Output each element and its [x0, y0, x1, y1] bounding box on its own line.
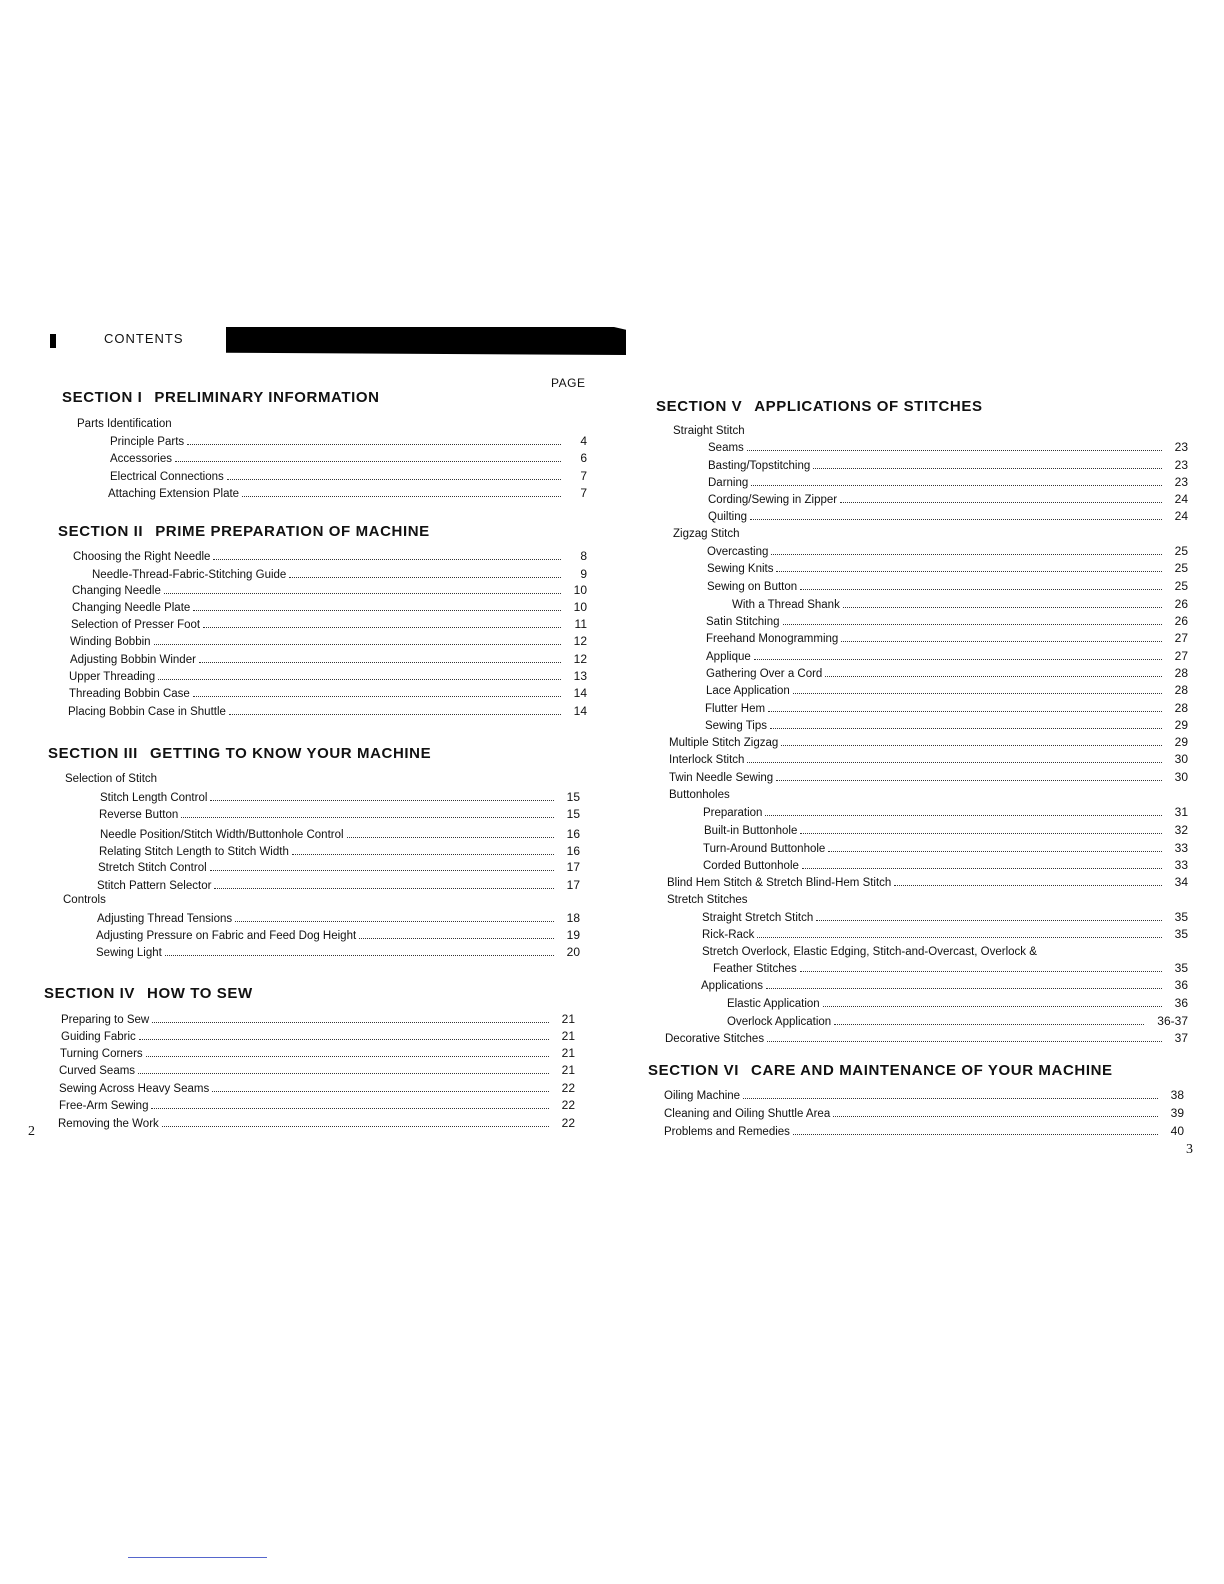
- toc-entry-page: 32: [1174, 823, 1188, 837]
- toc-entry-label: Turn-Around Buttonhole: [703, 843, 826, 855]
- section-heading-section-ii: [58, 523, 430, 540]
- toc-entry: [667, 890, 1188, 906]
- dot-leader: [813, 468, 1162, 469]
- toc-entry: [705, 699, 1188, 715]
- toc-entry: [708, 490, 1188, 506]
- toc-entry-label: Straight Stitch: [673, 425, 745, 437]
- toc-entry-label: Twin Needle Sewing: [669, 772, 774, 784]
- toc-entry-label: Needle-Thread-Fabric-Stitching Guide: [92, 569, 287, 581]
- toc-entry-label: Sewing Light: [96, 947, 162, 959]
- toc-entry: [70, 650, 587, 666]
- dot-leader: [841, 641, 1162, 642]
- toc-entry-label: Elastic Application: [727, 998, 820, 1010]
- toc-entry: [97, 909, 580, 925]
- dot-leader: [193, 610, 561, 611]
- toc-entry-label: Multiple Stitch Zigzag: [669, 737, 779, 749]
- toc-entry-page: 12: [573, 652, 587, 666]
- toc-entry-label: Preparing to Sew: [61, 1014, 150, 1026]
- dot-leader: [212, 1091, 549, 1092]
- toc-entry-label: Freehand Monogramming: [706, 633, 839, 645]
- toc-entry: [703, 856, 1188, 872]
- toc-entry-page: 10: [573, 600, 587, 614]
- toc-entry-label: Darning: [708, 477, 749, 489]
- dot-leader: [227, 479, 561, 480]
- toc-entry: [708, 473, 1188, 489]
- toc-entry: [63, 890, 580, 906]
- toc-entry-label: Oiling Machine: [664, 1090, 741, 1102]
- dot-leader: [229, 714, 561, 715]
- dot-leader: [162, 1126, 549, 1127]
- toc-entry-page: 40: [1170, 1124, 1184, 1138]
- section-title: PRELIMINARY INFORMATION: [154, 389, 380, 406]
- toc-entry: [61, 1027, 575, 1043]
- toc-entry: [69, 667, 587, 683]
- dot-leader: [770, 728, 1162, 729]
- toc-entry: [664, 1104, 1184, 1120]
- toc-entry-label: Free-Arm Sewing: [59, 1100, 149, 1112]
- toc-entry-page: 23: [1174, 475, 1188, 489]
- dot-leader: [151, 1108, 549, 1109]
- section-heading-section-v: [656, 398, 983, 415]
- toc-entry-page: 18: [566, 911, 580, 925]
- toc-entry-label: Decorative Stitches: [665, 1033, 765, 1045]
- toc-entry-label: With a Thread Shank: [732, 599, 840, 611]
- toc-entry: [706, 612, 1188, 628]
- toc-entry: [706, 629, 1188, 645]
- toc-entry-label: Selection of Stitch: [65, 773, 158, 785]
- toc-entry: [707, 542, 1188, 558]
- toc-entry-page: 29: [1174, 718, 1188, 732]
- toc-entry-label: Principle Parts: [110, 436, 185, 448]
- toc-entry-page: 17: [566, 860, 580, 874]
- toc-entry-label: Flutter Hem: [705, 703, 766, 715]
- toc-entry-label: Placing Bobbin Case in Shuttle: [68, 706, 226, 718]
- toc-entry-page: 25: [1174, 544, 1188, 558]
- toc-entry-page: 4: [580, 434, 587, 448]
- toc-entry-label: Basting/Topstitching: [708, 460, 811, 472]
- toc-entry-page: 12: [573, 634, 587, 648]
- toc-entry-page: 17: [566, 878, 580, 892]
- toc-entry-label: Zigzag Stitch: [673, 528, 740, 540]
- toc-entry-page: 21: [561, 1029, 575, 1043]
- dot-leader: [834, 1024, 1144, 1025]
- dot-leader: [765, 815, 1162, 816]
- toc-entry: [70, 632, 587, 648]
- toc-entry-page: 29: [1174, 735, 1188, 749]
- toc-entry-page: 21: [561, 1012, 575, 1026]
- toc-entry: [110, 449, 587, 465]
- toc-entry-page: 30: [1174, 752, 1188, 766]
- toc-entry: [702, 925, 1188, 941]
- toc-entry-label: Relating Stitch Length to Stitch Width: [99, 846, 289, 858]
- toc-entry-page: 27: [1174, 631, 1188, 645]
- toc-entry-label: Corded Buttonhole: [703, 860, 799, 872]
- toc-entry-label: Applications: [701, 980, 764, 992]
- toc-entry-page: 9: [580, 567, 587, 581]
- dot-leader: [793, 1134, 1158, 1135]
- toc-entry: [704, 821, 1188, 837]
- contents-heading: CONTENTS: [104, 331, 184, 346]
- dot-leader: [816, 920, 1162, 921]
- dot-leader: [800, 589, 1162, 590]
- toc-entry-page: 6: [580, 451, 587, 465]
- toc-entry-page: 21: [561, 1063, 575, 1077]
- toc-entry: [59, 1079, 575, 1095]
- toc-entry: [707, 559, 1188, 575]
- toc-entry-page: 36-37: [1157, 1014, 1188, 1028]
- toc-entry-label: Curved Seams: [59, 1065, 136, 1077]
- toc-entry: [703, 839, 1188, 855]
- toc-entry: [707, 577, 1188, 593]
- toc-entry-label: Lace Application: [706, 685, 790, 697]
- section-number: SECTION II: [58, 523, 144, 540]
- toc-entry-page: 34: [1174, 875, 1188, 889]
- toc-entry-page: 38: [1170, 1088, 1184, 1102]
- toc-entry-label: Changing Needle: [72, 585, 161, 597]
- toc-entry-label: Attaching Extension Plate: [108, 488, 240, 500]
- left-folio: 2: [28, 1124, 35, 1139]
- toc-entry-label: Gathering Over a Cord: [706, 668, 823, 680]
- toc-entry: [98, 858, 580, 874]
- section-heading-section-iv: [44, 985, 253, 1002]
- dot-leader: [754, 659, 1162, 660]
- section-title: CARE AND MAINTENANCE OF YOUR MACHINE: [751, 1062, 1113, 1079]
- toc-entry-label: Blind Hem Stitch & Stretch Blind-Hem Stitch: [667, 877, 892, 889]
- dot-leader: [800, 833, 1162, 834]
- dot-leader: [825, 676, 1162, 677]
- toc-entry: [669, 750, 1188, 766]
- toc-entry-label: Needle Position/Stitch Width/Buttonhole Control: [100, 829, 344, 841]
- toc-entry-label: Upper Threading: [69, 671, 156, 683]
- dot-leader: [158, 679, 561, 680]
- toc-entry-label: Interlock Stitch: [669, 754, 745, 766]
- toc-entry-page: 35: [1174, 927, 1188, 941]
- toc-entry-page: 21: [561, 1046, 575, 1060]
- dot-leader: [139, 1039, 549, 1040]
- toc-entry-page: 20: [566, 945, 580, 959]
- page-column-label: PAGE: [551, 376, 586, 390]
- dot-leader: [743, 1098, 1158, 1099]
- toc-entry-label: Cleaning and Oiling Shuttle Area: [664, 1108, 831, 1120]
- toc-entry-label: Built-in Buttonhole: [704, 825, 798, 837]
- toc-entry: [703, 803, 1188, 819]
- toc-entry-page: 27: [1174, 649, 1188, 663]
- toc-entry: [96, 943, 580, 959]
- toc-entry-page: 19: [566, 928, 580, 942]
- header-mark: [50, 334, 56, 348]
- section-number: SECTION I: [62, 389, 143, 406]
- dot-leader: [793, 693, 1162, 694]
- toc-entry-page: 22: [561, 1116, 575, 1130]
- dot-leader: [165, 955, 554, 956]
- toc-entry: [59, 1061, 575, 1077]
- toc-entry-label: Removing the Work: [58, 1118, 159, 1130]
- section-title: HOW TO SEW: [147, 985, 253, 1002]
- toc-entry-label: Adjusting Bobbin Winder: [70, 654, 196, 666]
- toc-entry-label: Accessories: [110, 453, 172, 465]
- dot-leader: [894, 885, 1162, 886]
- header-bar: [226, 327, 626, 355]
- toc-entry-page: 25: [1174, 579, 1188, 593]
- toc-entry: [708, 438, 1188, 454]
- dot-leader: [181, 817, 554, 818]
- dot-leader: [187, 444, 561, 445]
- toc-entry: [665, 1029, 1188, 1045]
- toc-entry: [708, 456, 1188, 472]
- toc-entry: [68, 702, 587, 718]
- dot-leader: [776, 780, 1162, 781]
- toc-entry-label: Electrical Connections: [110, 471, 224, 483]
- toc-entry: [727, 1012, 1188, 1028]
- toc-entry: [727, 994, 1188, 1010]
- toc-entry-page: 13: [573, 669, 587, 683]
- toc-entry-page: 39: [1170, 1106, 1184, 1120]
- toc-entry: [100, 825, 580, 841]
- toc-entry: [667, 873, 1188, 889]
- dot-leader: [767, 1041, 1162, 1042]
- section-number: SECTION III: [48, 745, 138, 762]
- toc-entry-label: Quilting: [708, 511, 747, 523]
- dot-leader: [292, 854, 554, 855]
- toc-entry: [96, 926, 580, 942]
- toc-entry-label: Adjusting Thread Tensions: [97, 913, 233, 925]
- toc-entry: [73, 547, 587, 563]
- section-number: SECTION IV: [44, 985, 136, 1002]
- dot-leader: [146, 1056, 549, 1057]
- dot-leader: [833, 1116, 1158, 1117]
- right-folio: 3: [1186, 1142, 1193, 1157]
- dot-leader: [747, 450, 1162, 451]
- dot-leader: [199, 662, 561, 663]
- dot-leader: [154, 644, 561, 645]
- toc-entry-page: 8: [580, 549, 587, 563]
- dot-leader: [781, 745, 1162, 746]
- toc-entry-label: Sewing Tips: [705, 720, 768, 732]
- section-heading-section-vi: [648, 1062, 1113, 1079]
- section-title: PRIME PREPARATION OF MACHINE: [155, 523, 430, 540]
- section-heading-section-iii: [48, 745, 431, 762]
- section-number: SECTION V: [656, 398, 743, 415]
- toc-entry-page: 25: [1174, 561, 1188, 575]
- dot-leader: [193, 696, 561, 697]
- dot-leader: [768, 711, 1162, 712]
- toc-entry-label: Problems and Remedies: [664, 1126, 790, 1138]
- toc-entry: [706, 647, 1188, 663]
- toc-entry-page: 36: [1174, 978, 1188, 992]
- toc-entry: [61, 1010, 575, 1026]
- section-number: SECTION VI: [648, 1062, 740, 1079]
- dot-leader: [235, 921, 554, 922]
- toc-entry: [706, 664, 1188, 680]
- toc-entry-page: 24: [1174, 492, 1188, 506]
- toc-entry-page: 15: [566, 807, 580, 821]
- toc-entry-page: 23: [1174, 458, 1188, 472]
- toc-entry-label: Stitch Pattern Selector: [97, 880, 212, 892]
- toc-entry-page: 37: [1174, 1031, 1188, 1045]
- toc-entry-page: 16: [566, 827, 580, 841]
- toc-entry-label: Selection of Presser Foot: [71, 619, 201, 631]
- toc-entry-label: Stretch Stitch Control: [98, 862, 207, 874]
- toc-entry-label: Stitch Length Control: [100, 792, 208, 804]
- toc-entry-label: Stretch Overlock, Elastic Edging, Stitch-and-Overcast, Overlock &: [702, 946, 1037, 958]
- toc-entry-page: 24: [1174, 509, 1188, 523]
- dot-leader: [213, 559, 561, 560]
- toc-entry-label: Overcasting: [707, 546, 769, 558]
- toc-entry: [71, 615, 587, 631]
- toc-entry: [705, 716, 1188, 732]
- toc-entry-label: Overlock Application: [727, 1016, 832, 1028]
- toc-entry: [673, 421, 1188, 437]
- toc-entry-label: Winding Bobbin: [70, 636, 151, 648]
- toc-entry-label: Cording/Sewing in Zipper: [708, 494, 838, 506]
- toc-entry-page: 16: [566, 844, 580, 858]
- toc-entry-label: Choosing the Right Needle: [73, 551, 211, 563]
- toc-entry-label: Rick-Rack: [702, 929, 755, 941]
- toc-entry: [732, 595, 1188, 611]
- dot-leader: [359, 938, 554, 939]
- toc-entry-page: 28: [1174, 666, 1188, 680]
- dot-leader: [823, 1006, 1162, 1007]
- dot-leader: [802, 868, 1162, 869]
- toc-entry: [664, 1122, 1184, 1138]
- toc-entry-label: Feather Stitches: [713, 963, 797, 975]
- dot-leader: [800, 971, 1162, 972]
- toc-entry: [77, 414, 587, 430]
- dot-leader: [138, 1073, 549, 1074]
- toc-entry-label: Adjusting Pressure on Fabric and Feed Dog Height: [96, 930, 357, 942]
- toc-entry-label: Seams: [708, 442, 744, 454]
- section-title: APPLICATIONS OF STITCHES: [754, 398, 983, 415]
- dot-leader: [783, 624, 1162, 625]
- toc-entry-label: Guiding Fabric: [61, 1031, 136, 1043]
- toc-entry-label: Satin Stitching: [706, 616, 780, 628]
- toc-entry-page: 35: [1174, 961, 1188, 975]
- toc-entry-label: Sewing on Button: [707, 581, 798, 593]
- toc-entry: [100, 788, 580, 804]
- toc-entry-page: 11: [574, 617, 587, 631]
- toc-entry-label: Changing Needle Plate: [72, 602, 191, 614]
- toc-entry-label: Threading Bobbin Case: [69, 688, 190, 700]
- toc-entry: [59, 1096, 575, 1112]
- toc-entry: [72, 581, 587, 597]
- toc-entry-page: 33: [1174, 841, 1188, 855]
- toc-entry-page: 35: [1174, 910, 1188, 924]
- toc-entry: [669, 733, 1188, 749]
- toc-entry-label: Parts Identification: [77, 418, 172, 430]
- dot-leader: [750, 519, 1162, 520]
- toc-entry: [706, 681, 1188, 697]
- toc-entry-label: Sewing Knits: [707, 563, 774, 575]
- dot-leader: [757, 937, 1162, 938]
- toc-entry-page: 28: [1174, 683, 1188, 697]
- toc-entry: [110, 432, 587, 448]
- toc-entry-page: 7: [580, 486, 587, 500]
- dot-leader: [214, 888, 554, 889]
- toc-entry: [99, 805, 580, 821]
- toc-entry: [108, 484, 587, 500]
- toc-entry: [69, 684, 587, 700]
- dot-leader: [347, 837, 554, 838]
- dot-leader: [766, 988, 1162, 989]
- toc-entry-label: Controls: [63, 894, 106, 906]
- toc-entry: [664, 1086, 1184, 1102]
- toc-entry-page: 31: [1174, 805, 1188, 819]
- toc-entry-page: 7: [580, 469, 587, 483]
- dot-leader: [164, 593, 561, 594]
- dot-leader: [175, 461, 561, 462]
- toc-entry-label: Applique: [706, 651, 751, 663]
- dot-leader: [776, 571, 1162, 572]
- toc-entry: [669, 785, 1188, 801]
- toc-entry-page: 10: [573, 583, 587, 597]
- toc-entry: [58, 1114, 575, 1130]
- toc-entry-label: Straight Stretch Stitch: [702, 912, 814, 924]
- dot-leader: [751, 485, 1162, 486]
- toc-entry-page: 26: [1174, 597, 1188, 611]
- toc-entry: [60, 1044, 575, 1060]
- toc-entry: [713, 959, 1188, 975]
- section-title: GETTING TO KNOW YOUR MACHINE: [149, 745, 432, 762]
- toc-entry-label: Preparation: [703, 807, 763, 819]
- toc-entry-page: 28: [1174, 701, 1188, 715]
- toc-entry: [99, 842, 580, 858]
- toc-entry: [702, 908, 1188, 924]
- toc-entry-page: 23: [1174, 440, 1188, 454]
- toc-entry: [673, 524, 1188, 540]
- toc-entry-page: 36: [1174, 996, 1188, 1010]
- dot-leader: [747, 762, 1162, 763]
- toc-entry-label: Stretch Stitches: [667, 894, 748, 906]
- toc-entry-label: Reverse Button: [99, 809, 179, 821]
- dot-leader: [210, 870, 554, 871]
- toc-entry-page: 14: [573, 686, 587, 700]
- toc-entry-page: 33: [1174, 858, 1188, 872]
- toc-entry-page: 22: [561, 1098, 575, 1112]
- toc-entry: [669, 768, 1188, 784]
- toc-entry-page: 15: [566, 790, 580, 804]
- toc-entry-label: Sewing Across Heavy Seams: [59, 1083, 210, 1095]
- footer-line: [128, 1557, 267, 1558]
- toc-entry-page: 30: [1174, 770, 1188, 784]
- toc-entry: [92, 565, 587, 581]
- dot-leader: [210, 800, 554, 801]
- toc-entry: [65, 769, 580, 785]
- toc-entry-label: Turning Corners: [60, 1048, 143, 1060]
- dot-leader: [840, 502, 1162, 503]
- dot-leader: [242, 496, 561, 497]
- toc-entry-label: Buttonholes: [669, 789, 730, 801]
- toc-entry: [72, 598, 587, 614]
- dot-leader: [771, 554, 1162, 555]
- toc-entry: [708, 507, 1188, 523]
- section-heading-section-i: [62, 389, 380, 406]
- dot-leader: [843, 607, 1162, 608]
- toc-entry: [701, 976, 1188, 992]
- toc-entry: [110, 467, 587, 483]
- toc-entry-page: 22: [561, 1081, 575, 1095]
- dot-leader: [203, 627, 561, 628]
- dot-leader: [828, 851, 1162, 852]
- toc-entry: [702, 942, 1188, 958]
- dot-leader: [289, 577, 561, 578]
- toc-entry-page: 26: [1174, 614, 1188, 628]
- toc-entry-page: 14: [573, 704, 587, 718]
- dot-leader: [152, 1022, 549, 1023]
